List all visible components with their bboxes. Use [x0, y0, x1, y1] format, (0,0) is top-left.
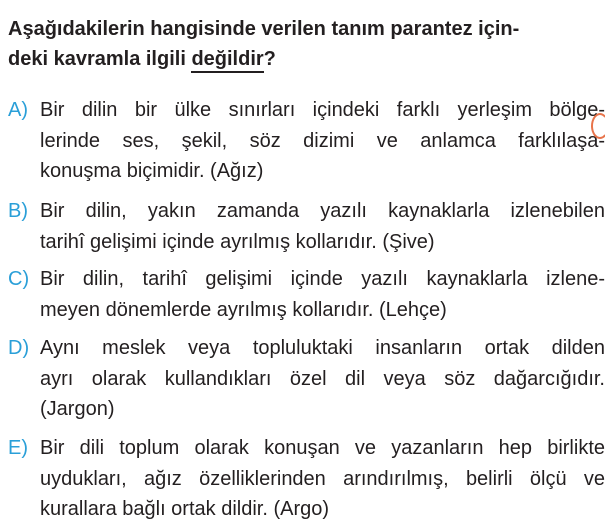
question-line-1: Aşağıdakilerin hangisinde verilen tanım parantez için-	[8, 18, 520, 40]
question-line-2-start: deki kavramla ilgili	[8, 48, 192, 70]
option-d-text	[40, 333, 605, 425]
option-c-letter: C)	[8, 268, 30, 290]
option-a-line-3: konuşma biçimidir. (Ağız)	[40, 160, 264, 182]
option-b-line-1: Bir dilin, yakın zamanda yazılı kaynaklarla izlenebilen	[40, 200, 605, 222]
underlined-keyword: değildir	[191, 47, 263, 73]
option-d-letter: D)	[8, 337, 30, 359]
option-b-text	[40, 196, 605, 257]
option-e-text	[40, 433, 605, 525]
option-a-line-2: lerinde ses, şekil, söz dizimi ve anlamca farklılaşa-	[40, 129, 605, 152]
option-b-letter: B)	[8, 200, 28, 222]
question-stem	[8, 14, 600, 74]
option-c-line-2: meyen dönemlerde ayrılmış kollarıdır. (Lehçe)	[40, 298, 447, 321]
option-b-line-2: tarihî gelişimi içinde ayrılmış kollarıdır. (Şive)	[40, 230, 435, 253]
option-d-line-1: Aynı meslek veya topluluktaki insanların ortak dilden	[40, 337, 605, 359]
option-e-line-2: uydukları, ağız özelliklerinden arındırılmış, belirli ölçü ve	[40, 467, 605, 490]
page-edge-mark-icon	[591, 113, 605, 139]
option-e-letter: E)	[8, 437, 28, 459]
option-a-line-1: Bir dilin bir ülke sınırları içindeki farklı yerleşim bölge-	[40, 99, 605, 121]
option-a-letter: A)	[8, 99, 28, 121]
option-c-line-1: Bir dilin, tarihî gelişimi içinde yazılı kaynaklarla izlene-	[40, 268, 605, 290]
option-a-text	[40, 95, 605, 187]
question-mark: ?	[263, 48, 276, 70]
option-e-line-1: Bir dili toplum olarak konuşan ve yazanların hep birlikte	[40, 437, 605, 459]
option-e-line-3: kurallara bağlı ortak dildir. (Argo)	[40, 498, 330, 520]
question-line-2	[8, 44, 600, 74]
option-d-line-2: ayrı olarak kullandıkları özel dil veya söz dağarcığıdır.	[40, 367, 605, 390]
option-c-text	[40, 264, 605, 325]
option-d-line-3: (Jargon)	[40, 398, 115, 420]
